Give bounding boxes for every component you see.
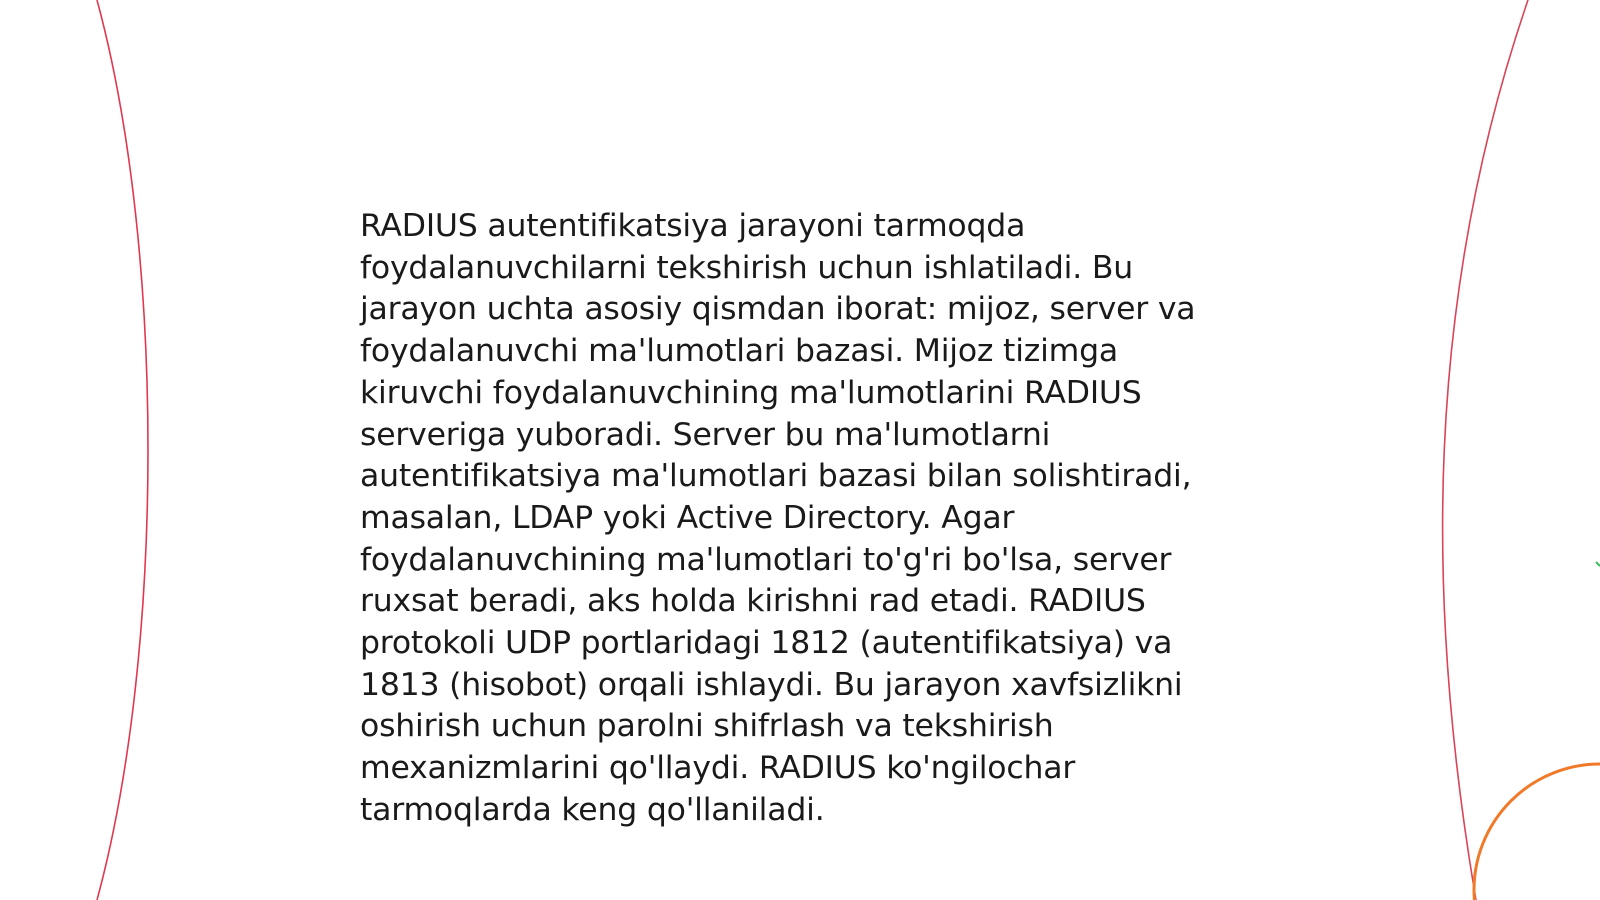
body-line: autentifikatsiya ma'lumotlari bazasi bilan solishtiradi, xyxy=(360,458,1192,495)
body-line: jarayon uchta asosiy qismdan iborat: mijoz, server va xyxy=(360,291,1196,328)
body-line: oshirish uchun parolni shifrlash va tekshirish xyxy=(360,708,1054,745)
body-line: protokoli UDP portlaridagi 1812 (autentifikatsiya) va xyxy=(360,625,1173,662)
green-tick-decoration xyxy=(1596,562,1600,566)
orange-circle-decoration xyxy=(1474,764,1600,900)
body-line: foydalanuvchi ma'lumotlari bazasi. Mijoz tizimga xyxy=(360,333,1119,370)
body-paragraph xyxy=(360,206,1240,832)
right-arc-decoration xyxy=(1443,0,1528,900)
body-line: 1813 (hisobot) orqali ishlaydi. Bu jarayon xavfsizlikni xyxy=(360,666,1183,703)
body-line: ruxsat beradi, aks holda kirishni rad etadi. RADIUS xyxy=(360,583,1146,620)
body-line: serveriga yuboradi. Server bu ma'lumotlarni xyxy=(360,416,1051,453)
body-line: RADIUS autentifikatsiya jarayoni tarmoqda xyxy=(360,208,1026,244)
body-line: kiruvchi foydalanuvchining ma'lumotlarini RADIUS xyxy=(360,374,1142,411)
body-line: foydalanuvchining ma'lumotlari to'g'ri bo'lsa, server xyxy=(360,541,1172,578)
body-line: masalan, LDAP yoki Active Directory. Agar xyxy=(360,499,1015,536)
left-arc-decoration xyxy=(97,0,148,900)
body-line: tarmoqlarda keng qo'llaniladi. xyxy=(360,791,825,828)
body-line: foydalanuvchilarni tekshirish uchun ishlatiladi. Bu xyxy=(360,249,1134,286)
body-line: mexanizmlarini qo'llaydi. RADIUS ko'ngilochar xyxy=(360,750,1076,787)
